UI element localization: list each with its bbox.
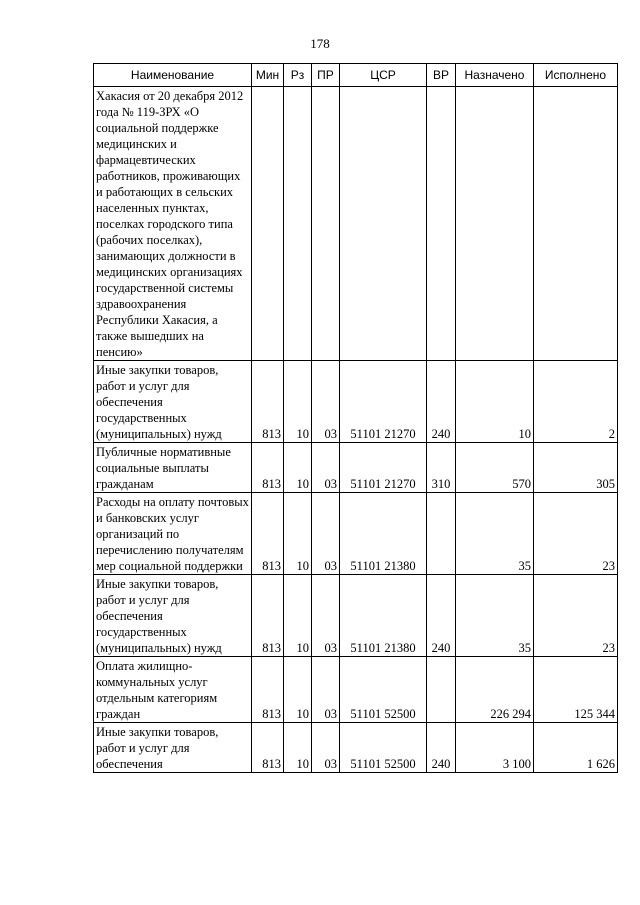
row-rz bbox=[284, 87, 312, 361]
row-assigned: 3 100 bbox=[456, 723, 534, 773]
row-rz: 10 bbox=[284, 723, 312, 773]
row-name: Иные закупки товаров, работ и услуг для обеспечения государственных (муниципальных) нужд bbox=[94, 575, 252, 657]
table-row bbox=[94, 723, 618, 773]
row-min: 813 bbox=[252, 361, 284, 443]
row-executed: 125 344 bbox=[534, 657, 618, 723]
row-vr: 240 bbox=[427, 575, 456, 657]
header-vr: ВР bbox=[427, 64, 456, 87]
row-vr bbox=[427, 493, 456, 575]
row-executed: 23 bbox=[534, 493, 618, 575]
table-row bbox=[94, 657, 618, 723]
row-name: Публичные нормативные социальные выплаты гражданам bbox=[94, 443, 252, 493]
row-vr: 240 bbox=[427, 361, 456, 443]
table-row bbox=[94, 443, 618, 493]
table-row bbox=[94, 87, 618, 361]
page-number: 178 bbox=[310, 36, 330, 51]
row-executed bbox=[534, 87, 618, 361]
row-rz: 10 bbox=[284, 493, 312, 575]
header-rz: Рз bbox=[284, 64, 312, 87]
row-assigned: 226 294 bbox=[456, 657, 534, 723]
row-assigned: 35 bbox=[456, 575, 534, 657]
row-vr bbox=[427, 87, 456, 361]
row-csr: 51101 21380 bbox=[340, 575, 427, 657]
header-assigned: Назначено bbox=[456, 64, 534, 87]
header-name: Наименование bbox=[94, 64, 252, 87]
row-min: 813 bbox=[252, 493, 284, 575]
row-assigned: 570 bbox=[456, 443, 534, 493]
row-csr: 51101 21270 bbox=[340, 443, 427, 493]
row-pr: 03 bbox=[312, 575, 340, 657]
row-executed: 23 bbox=[534, 575, 618, 657]
row-rz: 10 bbox=[284, 361, 312, 443]
budget-table bbox=[93, 63, 618, 773]
header-pr: ПР bbox=[312, 64, 340, 87]
row-executed: 1 626 bbox=[534, 723, 618, 773]
row-csr: 51101 52500 bbox=[340, 657, 427, 723]
row-rz: 10 bbox=[284, 575, 312, 657]
row-vr: 310 bbox=[427, 443, 456, 493]
row-name: Хакасия от 20 декабря 2012 года № 119-ЗРХ «О социальной поддержке медицинских и фармацевтических работников, проживающих и работающих в сельских населенных пунктах, поселках городского типа (рабочих поселках), занимающих должности в медицинских организациях государственной системы здравоохранения Республики Хакасия, а также вышедших на пенсию» bbox=[94, 87, 252, 361]
row-pr: 03 bbox=[312, 493, 340, 575]
row-pr: 03 bbox=[312, 723, 340, 773]
row-name: Оплата жилищно-коммунальных услуг отдельным категориям граждан bbox=[94, 657, 252, 723]
row-min: 813 bbox=[252, 575, 284, 657]
row-executed: 305 bbox=[534, 443, 618, 493]
row-min: 813 bbox=[252, 657, 284, 723]
row-pr bbox=[312, 87, 340, 361]
row-pr: 03 bbox=[312, 443, 340, 493]
header-min: Мин bbox=[252, 64, 284, 87]
row-rz: 10 bbox=[284, 657, 312, 723]
row-assigned: 10 bbox=[456, 361, 534, 443]
row-name: Расходы на оплату почтовых и банковских услуг организаций по перечислению получателям мер социальной поддержки bbox=[94, 493, 252, 575]
row-csr: 51101 21380 bbox=[340, 493, 427, 575]
row-min bbox=[252, 87, 284, 361]
row-name: Иные закупки товаров, работ и услуг для обеспечения bbox=[94, 723, 252, 773]
row-csr bbox=[340, 87, 427, 361]
row-assigned: 35 bbox=[456, 493, 534, 575]
table-header-row bbox=[94, 64, 618, 87]
table-row bbox=[94, 361, 618, 443]
row-min: 813 bbox=[252, 443, 284, 493]
row-rz: 10 bbox=[284, 443, 312, 493]
table-row bbox=[94, 575, 618, 657]
row-min: 813 bbox=[252, 723, 284, 773]
row-vr: 240 bbox=[427, 723, 456, 773]
header-csr: ЦСР bbox=[340, 64, 427, 87]
header-executed: Исполнено bbox=[534, 64, 618, 87]
row-pr: 03 bbox=[312, 361, 340, 443]
row-pr: 03 bbox=[312, 657, 340, 723]
row-executed: 2 bbox=[534, 361, 618, 443]
row-csr: 51101 21270 bbox=[340, 361, 427, 443]
row-csr: 51101 52500 bbox=[340, 723, 427, 773]
table-row bbox=[94, 493, 618, 575]
row-vr bbox=[427, 657, 456, 723]
row-assigned bbox=[456, 87, 534, 361]
row-name: Иные закупки товаров, работ и услуг для обеспечения государственных (муниципальных) нужд bbox=[94, 361, 252, 443]
